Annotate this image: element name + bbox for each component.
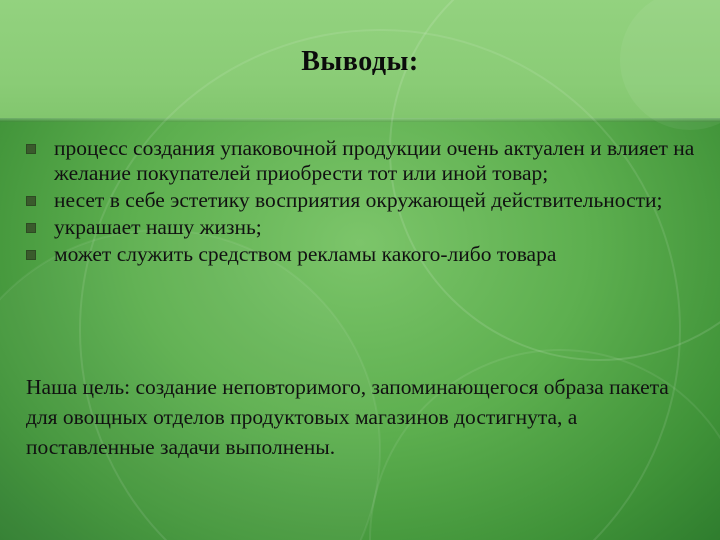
bullet-text: украшает нашу жизнь; xyxy=(54,215,262,239)
square-bullet-icon xyxy=(26,223,36,233)
square-bullet-icon xyxy=(26,196,36,206)
bullet-item xyxy=(26,242,696,267)
bullet-list xyxy=(26,136,696,269)
square-bullet-icon xyxy=(26,250,36,260)
square-bullet-icon xyxy=(26,144,36,154)
bullet-item xyxy=(26,215,696,240)
bullet-item xyxy=(26,136,696,186)
bullet-text: процесс создания упаковочной продукции очень актуален и влияет на желание покупателей приобрести тот или иной товар; xyxy=(54,136,695,185)
bullet-item xyxy=(26,188,696,213)
bullet-text: может служить средством рекламы какого-либо товара xyxy=(54,242,557,266)
slide-title: Выводы: xyxy=(301,46,419,77)
bullet-text: несет в себе эстетику восприятия окружающей действительности; xyxy=(54,188,663,212)
conclusion-paragraph: Наша цель: создание неповторимого, запоминающегося образа пакета для овощных отделов продуктовых магазинов достигнута, а поставленные задачи выполнены. xyxy=(26,375,669,459)
